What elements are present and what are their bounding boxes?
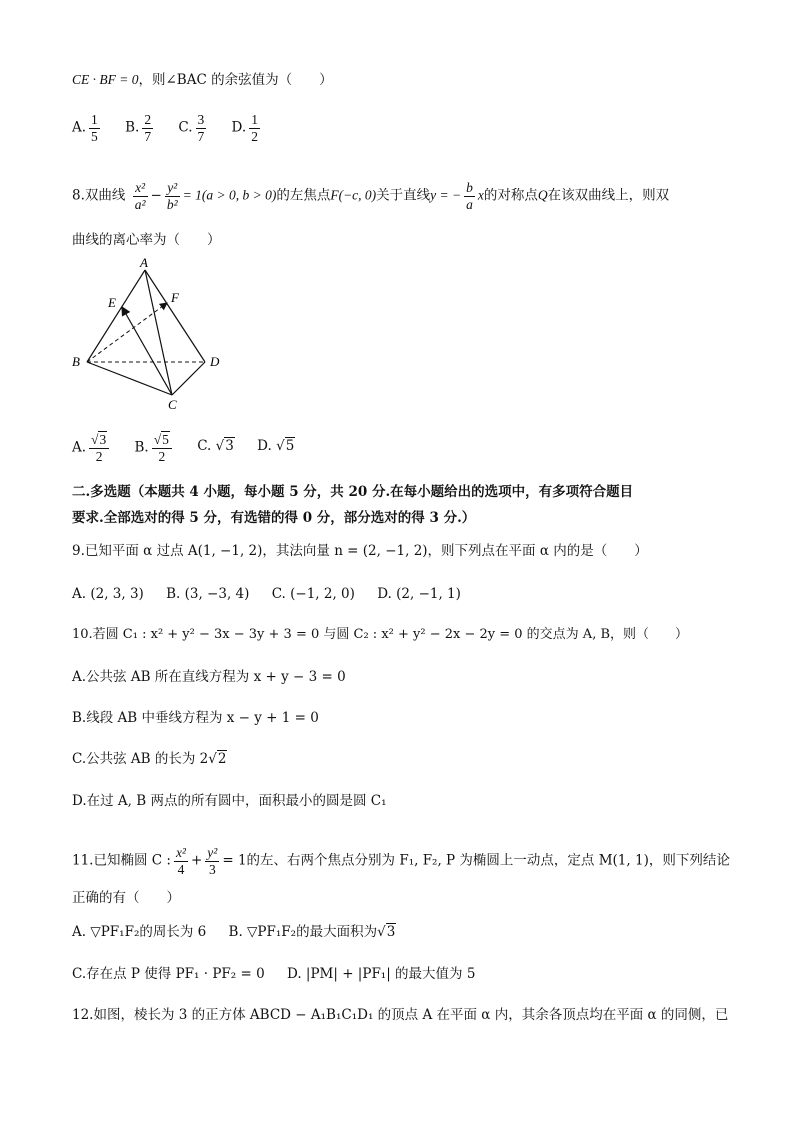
q12-stem: 12.如图，棱长为 3 的正方体 ABCD − A₁B₁C₁D₁ 的顶点 A 在平面 α 内，其余各顶点均在平面 α 的同侧，已 [72,1007,729,1023]
q8-x-fraction: $\frac{\text{x²}}{\text{a²}}$ [134,180,146,212]
q8-option-b[interactable]: B. $\frac{√5}{2}$ [135,432,175,464]
q7-option-a[interactable]: A. $\frac{1}{5}$ [72,112,98,144]
section-2-title-line2: 要求.全部选对的得 5 分，有选错的得 0 分，部分选对的得 3 分.） [72,510,476,526]
q11-option-a[interactable]: A. ▽PF₁F₂的周长为 6 [72,924,207,940]
q11-option-d[interactable]: D. |PM| + |PF₁| 的最大值为 5 [286,966,476,982]
q8-option-a[interactable]: A. $\frac{√3}{2}$ [72,432,112,464]
q11-options-ab [72,924,746,940]
tetrahedron-figure [70,255,230,415]
q10-stem: 10.若圆 C₁ : x² + y² − 3x − 3y + 3 = 0 与圆 C₂ : x² + y² − 2x − 2y = 0 的交点为 A, B，则（ ） [72,627,689,642]
section-2-title: 二.多选题（本题共 4 小题，每小题 5 分，共 20 分.在每小题给出的选项中，有多项符合题目 [72,484,634,500]
vector-bf-dashed [87,303,167,362]
q7-question-text: ，则∠BAC 的余弦值为（ ） [138,72,333,88]
vector-ce [122,307,172,395]
q11-stem: 11.已知椭圆 C : $\frac{\text{x²}}{4}$ + $\frac{\text{y²}}{3}$ = 1的左、右两个焦点分别为 F₁, F₂, P 为椭圆上一动点，定点 M(1, 1)，则下列结论 [72,845,730,877]
q7-condition [72,72,746,88]
q8-option-d[interactable]: D. √5 [257,437,295,454]
q7-options [72,112,746,144]
q11-options-cd [72,966,746,982]
q7-option-b[interactable]: B. $\frac{2}{7}$ [125,112,152,144]
q8-y-fraction: $\frac{\text{y²}}{\text{b²}}$ [166,180,178,212]
q10-option-a[interactable]: A.公共弦 AB 所在直线方程为 x + y − 3 = 0 [72,669,346,685]
q10-option-b[interactable]: B.线段 AB 中垂线方程为 x − y + 1 = 0 [72,710,319,726]
label-f: F [171,290,179,305]
q11-stem-line2: 正确的有（ ） [72,890,180,906]
edge-ad [145,270,205,362]
label-b: B [72,354,80,369]
edge-cd [172,362,205,395]
q8-option-c[interactable]: C. √3 [197,437,234,454]
q10-option-c[interactable]: C.公共弦 AB 的长为 2√2 [72,751,227,767]
q11-option-c[interactable]: C.存在点 P 使得 PF₁ · PF₂ = 0 [72,966,265,982]
label-d: D [210,354,220,369]
label-e: E [108,295,116,310]
q9-option-d[interactable]: D. (2, −1, 1) [377,586,461,602]
label-c: C [168,397,177,412]
q8-stem-line2: 曲线的离心率为（ ） [72,232,221,248]
q9-option-a[interactable]: A. (2, 3, 3) [72,586,144,602]
label-a: A [140,255,148,270]
edge-ac [145,270,172,395]
q9-options [72,586,746,602]
q9-stem: 9.已知平面 α 过点 A(1, −1, 2)，其法向量 n = (2, −1, 2)，则下列点在平面 α 内的是（ ） [72,543,648,559]
q7-option-c[interactable]: C. $\frac{3}{7}$ [178,112,205,144]
q7-option-d[interactable]: D. $\frac{1}{2}$ [231,112,258,144]
q8-options [72,432,746,464]
q9-option-b[interactable]: B. (3, −3, 4) [166,586,250,602]
q10-option-d[interactable]: D.在过 A, B 两点的所有圆中，面积最小的圆是圆 C₁ [72,793,387,809]
q8-stem: 8.双曲线 $\frac{\text{x²}}{\text{a²}}$ − $\frac{\text{y²}}{\text{b²}}$ = 1(a > 0, b > 0)的左焦点F(−c, 0)关于直线y = − $\frac{b}{a}$ x的对称点Q在该双曲线上，则双 [72,180,670,212]
edge-ab [87,270,145,362]
q9-option-c[interactable]: C. (−1, 2, 0) [271,586,355,602]
edge-bc [87,362,172,395]
q11-option-b[interactable]: B. ▽PF₁F₂的最大面积为√3 [228,924,396,940]
q7-vector-expression: CE · BF = 0 [72,72,139,87]
